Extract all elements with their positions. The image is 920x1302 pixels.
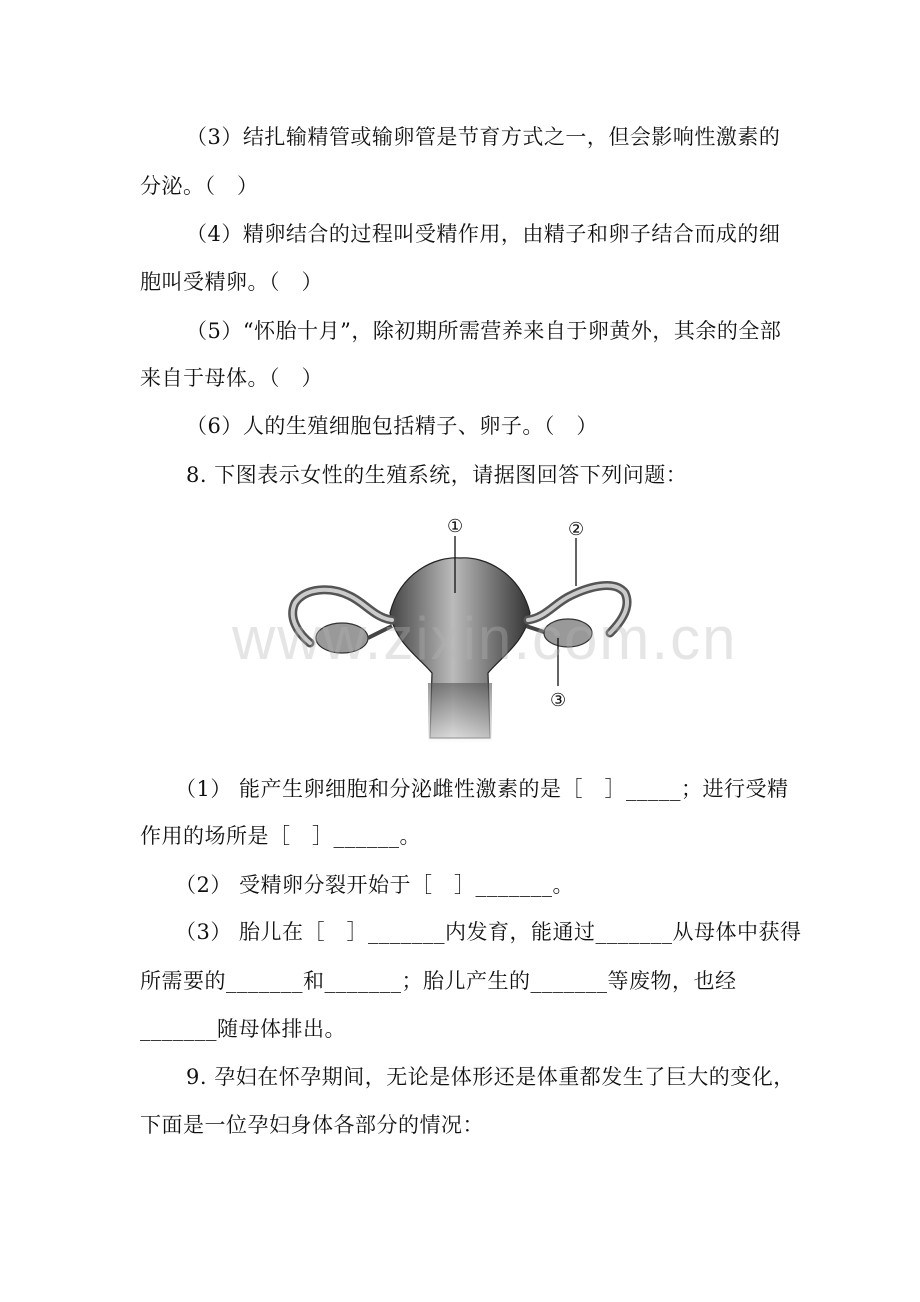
- question-5-cont: 来自于母体。（ ）: [140, 366, 323, 390]
- question-3: （3）结扎输精管或输卵管是节育方式之一，但会影响性激素的: [186, 125, 781, 149]
- question-4: （4）精卵结合的过程叫受精作用，由精子和卵子结合而成的细: [186, 222, 781, 246]
- watermark: www.zixin.com.cn: [232, 605, 738, 672]
- question-8-3-cont2: _______随母体排出。: [140, 1017, 346, 1041]
- question-8-2: （2） 受精卵分裂开始于［ ］_______。: [175, 873, 575, 897]
- question-8-3-cont: 所需要的_______和_______；胎儿产生的_______等废物，也经: [140, 969, 737, 993]
- question-8-1-cont: 作用的场所是［ ］______。: [140, 824, 421, 848]
- question-4-cont: 胞叫受精卵。（ ）: [140, 270, 323, 294]
- question-6: （6）人的生殖细胞包括精子、卵子。（ ）: [186, 414, 598, 438]
- question-8-3: （3） 胎儿在［ ］_______内发育，能通过_______从母体中获得: [175, 920, 802, 944]
- question-3-cont: 分泌。（ ）: [140, 174, 259, 198]
- label-3: ③: [550, 690, 567, 711]
- question-5: （5）“怀胎十月”，除初期所需营养来自于卵黄外，其余的全部: [186, 319, 782, 343]
- question-9: 9. 孕妇在怀孕期间，无论是体形还是体重都发生了巨大的变化，: [186, 1065, 795, 1089]
- label-2: ②: [568, 519, 585, 540]
- label-1: ①: [447, 516, 464, 537]
- question-9-cont: 下面是一位孕妇身体各部分的情况：: [140, 1113, 484, 1137]
- question-8-1: （1） 能产生卵细胞和分泌雌性激素的是［ ］_____；进行受精: [175, 777, 789, 801]
- question-8-title: 8. 下图表示女性的生殖系统，请据图回答下列问题：: [186, 463, 688, 487]
